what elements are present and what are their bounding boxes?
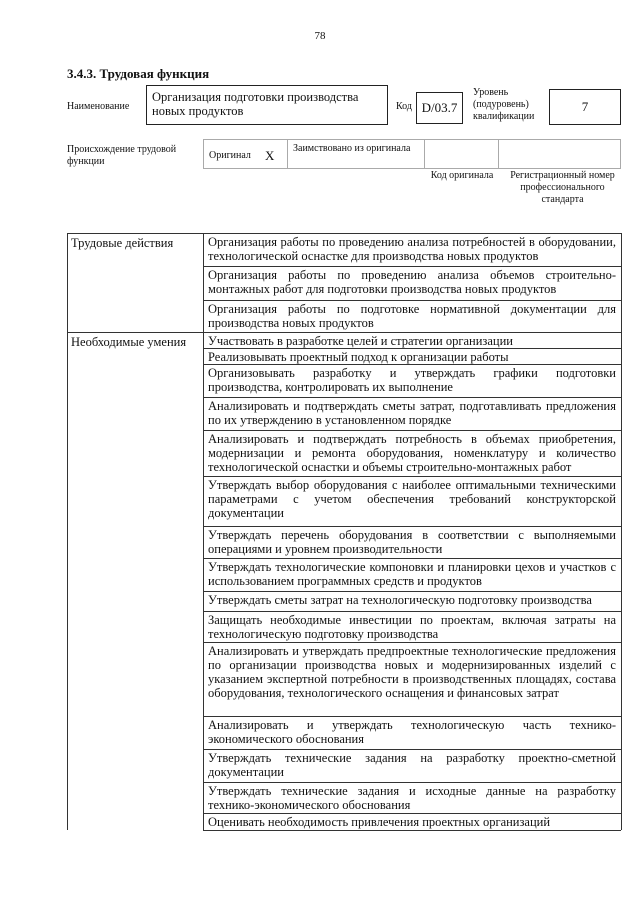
name-value: Организация подготовки производства новых продуктов	[146, 85, 388, 125]
labor-action-row: Организация работы по подготовке нормативной документации для производства новых продуктов	[208, 302, 616, 330]
level-label: Уровень (подуровень) квалификации	[473, 87, 535, 122]
skill-row: Анализировать и утверждать предпроектные технологические предложения по организации производства новых и модернизированных изделий с указанием экспертной потребности в производственных площадях, состава оборудования, технологического оснащения и финансовых затрат	[208, 644, 616, 700]
skill-row: Утверждать выбор оборудования с наиболее оптимальными техническими параметрами с учетом обеспечения требований конструкторской документации	[208, 478, 616, 520]
table-right-border	[621, 233, 622, 830]
row-divider	[203, 526, 621, 527]
row-divider	[203, 813, 621, 814]
reg-number-label: Регистрационный номер профессионального стандарта	[510, 170, 615, 205]
row-divider	[203, 348, 621, 349]
borrowed-text: Заимствовано из оригинала	[293, 143, 411, 154]
skill-row: Утверждать технологические компоновки и планировки цехов и участков с использованием программных средств и продуктов	[208, 560, 616, 588]
skill-row: Утверждать технические задания и исходные данные на разработку технико-экономического обоснования	[208, 784, 616, 812]
labor-action-row: Организация работы по проведению анализа объемов строительно-монтажных работ для подготовки производства новых продуктов	[208, 268, 616, 296]
skills-label: Необходимые умения	[71, 335, 187, 349]
row-divider	[203, 364, 621, 365]
skill-row: Защищать необходимые инвестиции по проектам, включая затраты на технологическую подготовку производства	[208, 613, 616, 641]
page-number: 78	[314, 30, 326, 42]
row-divider	[203, 749, 621, 750]
origin-label: Происхождение трудовой функции	[67, 144, 177, 167]
level-value: 7	[549, 89, 621, 125]
row-divider	[203, 611, 621, 612]
section-title: 3.4.3. Трудовая функция	[67, 66, 210, 81]
skill-row: Утверждать технические задания на разработку проектно-сметной документации	[208, 751, 616, 779]
name-label: Наименование	[67, 101, 130, 112]
skill-row: Анализировать и утверждать технологическую часть технико-экономического обоснования	[208, 718, 616, 746]
row-divider	[203, 430, 621, 431]
table-left-border	[67, 233, 68, 830]
skill-row: Анализировать и подтверждать сметы затрат, подготавливать предложения по их утверждению в установленном порядке	[208, 399, 616, 427]
category-divider	[67, 332, 621, 333]
labor-actions-label: Трудовые действия	[71, 236, 174, 250]
row-divider	[203, 266, 621, 267]
table-top-border	[67, 233, 621, 234]
row-divider	[203, 591, 621, 592]
row-divider	[203, 476, 621, 477]
skill-row: Реализовывать проектный подход к организации работы	[208, 350, 509, 364]
code-value: D/03.7	[416, 92, 463, 124]
labor-action-row: Организация работы по проведению анализа потребностей в оборудовании, технологической оснастке для производства новых продуктов	[208, 235, 616, 263]
row-divider	[203, 716, 621, 717]
row-divider	[203, 782, 621, 783]
table-bottom-border	[203, 830, 621, 831]
skill-row: Утверждать перечень оборудования в соответствии с выполняемыми операциями и уровнем производительности	[208, 528, 616, 556]
skill-row: Утверждать сметы затрат на технологическую подготовку производства	[208, 593, 592, 607]
row-divider	[203, 558, 621, 559]
row-divider	[203, 300, 621, 301]
reg-number-cell	[499, 139, 621, 169]
original-mark: X	[265, 148, 275, 163]
row-divider	[203, 397, 621, 398]
code-original-cell	[425, 139, 499, 169]
skill-row: Анализировать и подтверждать потребность в объемах приобретения, модернизации и ремонта оборудования, номенклатуру и количество технологической оснастки и объемы строительно-монтажных работ	[208, 432, 616, 474]
table-column-divider	[203, 233, 204, 830]
original-text: Оригинал	[209, 150, 251, 161]
skill-row: Организовывать разработку и утверждать графики подготовки производства, контролировать их выполнение	[208, 366, 616, 394]
code-original-label: Код оригинала	[430, 170, 494, 181]
row-divider	[203, 642, 621, 643]
code-label: Код	[396, 101, 412, 112]
skill-row: Участвовать в разработке целей и стратегии организации	[208, 334, 513, 348]
skill-row: Оценивать необходимость привлечения проектных организаций	[208, 815, 551, 829]
